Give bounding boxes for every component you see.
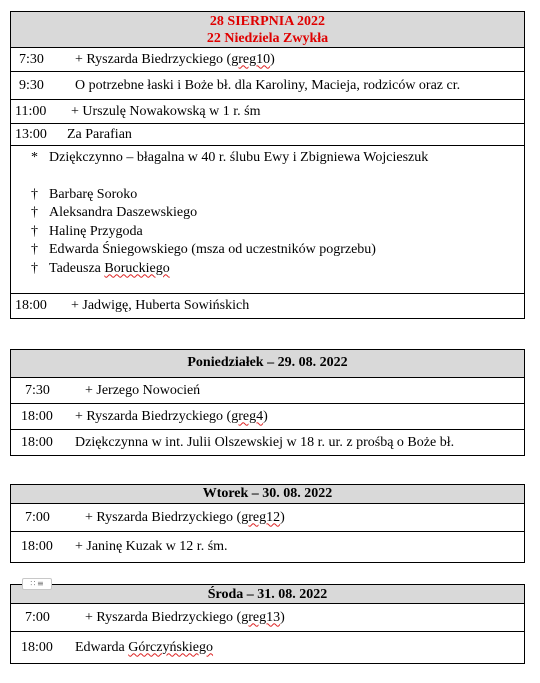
mass-row	[11, 48, 524, 72]
intentions-block	[11, 146, 524, 294]
mass-row	[11, 378, 524, 404]
sunday-table	[10, 11, 525, 319]
mass-time: 18:00	[21, 639, 53, 655]
mass-time: 18:00	[21, 434, 53, 450]
mass-intention: + Urszulę Nowakowską w 1 r. śm	[71, 103, 261, 119]
mass-intention: + Ryszarda Biedrzyckiego (greg13)	[85, 609, 285, 625]
list-item: † Edwarda Śniegowskiego (msza od uczestników pogrzebu)	[31, 241, 524, 260]
wednesday-table	[10, 584, 525, 664]
list-item: * Dziękczynno – błagalna w 40 r. ślubu Ewy i Zbigniewa Wojcieszuk	[31, 149, 524, 168]
cross-mark: †	[31, 223, 38, 239]
mass-intention: + Jerzego Nowocień	[85, 382, 201, 398]
mass-time: 7:30	[19, 51, 44, 67]
mass-row	[11, 404, 524, 430]
mass-row	[11, 294, 524, 318]
list-item: † Aleksandra Daszewskiego	[31, 204, 524, 223]
cross-mark: †	[31, 186, 38, 202]
mass-intention: O potrzebne łaski i Boże bł. dla Karoliny, Macieja, rodziców oraz cr.	[75, 77, 461, 93]
mass-time: 18:00	[21, 539, 53, 554]
list-item: † Halinę Przygoda	[31, 223, 524, 242]
list-item: † Tadeusza Boruckiego	[31, 260, 524, 279]
mass-row	[11, 100, 524, 124]
mass-row	[11, 504, 524, 532]
mass-row	[11, 124, 524, 146]
wednesday-header: Środa – 31. 08. 2022	[11, 585, 524, 604]
mass-intention: + Jadwigę, Huberta Sowińskich	[71, 298, 250, 313]
mass-time: 11:00	[15, 103, 47, 119]
tuesday-header: Wtorek – 30. 08. 2022	[11, 485, 524, 504]
sunday-header	[11, 12, 524, 48]
mass-intention: Edwarda Górczyńskiego	[75, 639, 214, 655]
cross-mark: †	[31, 205, 38, 220]
mass-intention: + Ryszarda Biedrzyckiego (greg10)	[75, 51, 275, 67]
mass-row	[11, 430, 524, 455]
mass-time: 7:00	[25, 609, 50, 625]
table-move-handle[interactable]	[22, 578, 52, 590]
mass-row	[11, 632, 524, 663]
mass-time: 13:00	[15, 126, 47, 142]
mass-row	[11, 532, 524, 562]
mass-row	[11, 604, 524, 632]
monday-table	[10, 349, 525, 456]
move-handle-icon[interactable]: ∷	[30, 579, 35, 588]
tuesday-table	[10, 484, 525, 563]
sunday-name: 22 Niedziela Zwykła	[206, 31, 329, 46]
mass-time: 9:30	[19, 77, 44, 93]
mass-intention: Za Parafian	[67, 126, 132, 142]
mass-time: 7:30	[25, 382, 50, 398]
menu-icon[interactable]: ≡	[36, 579, 44, 588]
star-mark: *	[31, 150, 38, 165]
cross-mark: †	[31, 242, 38, 257]
list-item: † Barbarę Soroko	[31, 186, 524, 205]
monday-header: Poniedziałek – 29. 08. 2022	[11, 350, 524, 378]
mass-intention: + Janinę Kuzak w 12 r. śm.	[75, 539, 228, 554]
cross-mark: †	[31, 260, 38, 276]
mass-time: 18:00	[15, 298, 47, 313]
mass-row	[11, 72, 524, 100]
mass-intention: Dziękczynna w int. Julii Olszewskiej w 18 r. ur. z prośbą o Boże bł.	[75, 434, 455, 450]
sunday-date: 28 SIERPNIA 2022	[209, 14, 326, 29]
mass-time: 7:00	[25, 509, 50, 525]
mass-intention: + Ryszarda Biedrzyckiego (greg12)	[85, 509, 285, 525]
mass-time: 18:00	[21, 408, 53, 424]
mass-intention: + Ryszarda Biedrzyckiego (greg4)	[75, 408, 268, 424]
